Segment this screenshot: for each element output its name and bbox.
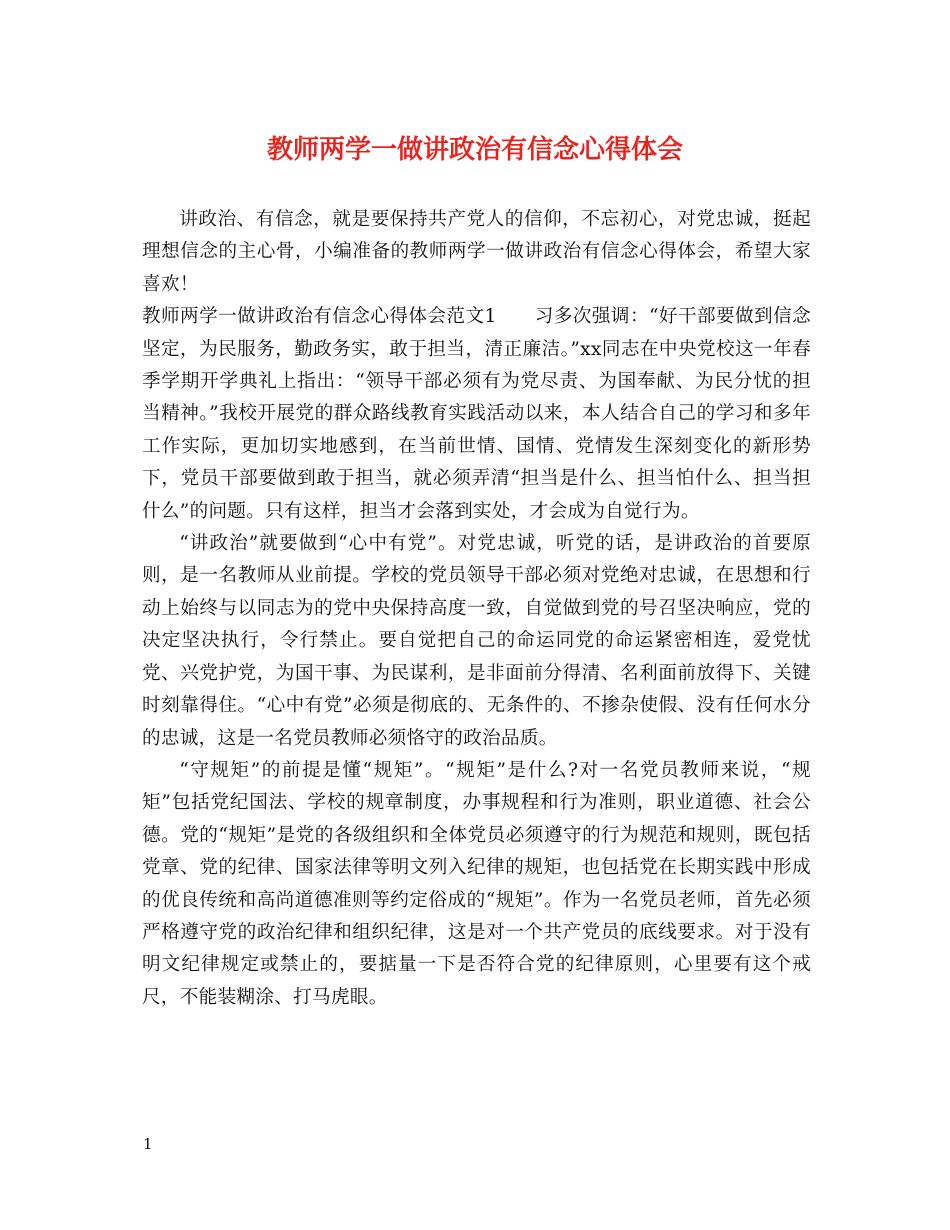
page-number: 1 — [143, 1135, 153, 1153]
document-title: 教师两学一做讲政治有信念心得体会 — [266, 135, 683, 165]
intro-paragraph: 讲政治、有信念，就是要保持共产党人的信仰，不忘初心，对党忠诚，挺起理想信念的主心骨，小编准备的教师两学一做讲政治有信念心得体会，希望大家喜欢！ — [142, 209, 811, 295]
body-paragraph: “守规矩”的前提是懂“规矩”。“规矩”是什么?对一名党员教师来说，“规矩”包括党纪国法、学校的规章制度，办事规程和行为准则，职业道德、社会公德。党的“规矩”是党的各级组织和全体党员必须遵守的行为规范和规则，既包括党章、党的纪律、国家法律等明文列入纪律的规矩，也包括党在长期实践中形成的优良传统和高尚道德准则等约定俗成的“规矩”。作为一名党员老师，首先必须严格遵守党的政治纪律和组织纪律，这是对一个共产党员的底线要求。对于没有明文纪律规定或禁止的，要掂量一下是否符合党的纪律原则，心里要有这个戒尺，不能装糊涂、打马虎眼。 — [142, 759, 811, 1008]
body-paragraph: 教师两学一做讲政治有信念心得体会范文1 习多次强调：“好干部要做到信念坚定，为民服务，勤政务实，敢于担当，清正廉洁。”xx同志在中央党校这一年春季学期开学典礼上指出：“领导干部必须有为党尽责、为国奉献、为民分忧的担当精神。”我校开展党的群众路线教育实践活动以来，本人结合自己的学习和多年工作实际，更加切实地感到，在当前世情、国情、党情发生深刻变化的新形势下，党员干部要做到敢于担当，就必须弄清“担当是什么、担当怕什么、担当担什么”的问题。只有这样，担当才会落到实处，才会成为自觉行为。 — [142, 306, 811, 522]
document-body — [142, 204, 811, 1014]
body-paragraph: “讲政治”就要做到“心中有党”。对党忠诚，听党的话，是讲政治的首要原则，是一名教师从业前提。学校的党员领导干部必须对党绝对忠诚，在思想和行动上始终与以同志为的党中央保持高度一致，自觉做到党的号召坚决响应，党的决定坚决执行，令行禁止。要自觉把自己的命运同党的命运紧密相连，爱党忧党、兴党护党，为国干事、为民谋利，是非面前分得清、名利面前放得下、关键时刻靠得住。“心中有党”必须是彻底的、无条件的、不掺杂使假、没有任何水分的忠诚，这是一名党员教师必须恪守的政治品质。 — [142, 533, 811, 749]
